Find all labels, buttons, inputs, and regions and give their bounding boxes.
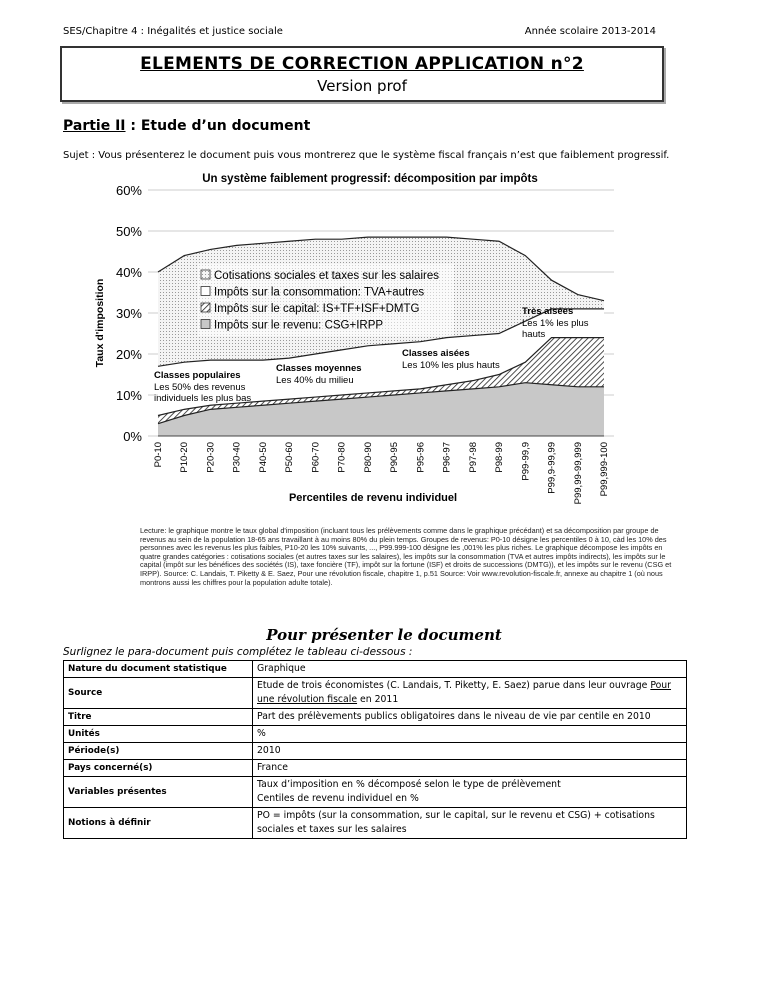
table-row <box>64 760 687 777</box>
y-tick-label: 50% <box>115 224 142 239</box>
x-axis-label: Percentiles de revenu individuel <box>288 492 458 504</box>
y-tick-label: 60% <box>115 183 142 198</box>
y-tick-label: 30% <box>115 306 142 321</box>
x-tick-label: P0-10 <box>153 442 164 468</box>
x-tick-label: P95-96 <box>415 442 427 473</box>
annotation-text: individuels les plus bas <box>154 393 252 404</box>
annotation-text: Les 50% des revenus <box>154 382 246 393</box>
annotation-text: Les 1% les plus <box>522 318 589 329</box>
y-tick-label: 40% <box>115 265 142 280</box>
page-title: ELEMENTS DE CORRECTION APPLICATION n°2 <box>140 54 584 74</box>
legend-swatch <box>201 287 210 296</box>
x-tick-label: P99,999-100 <box>599 442 610 497</box>
table-row <box>64 709 687 726</box>
x-tick-label: P96-97 <box>441 442 453 473</box>
annotation-text: hauts <box>522 329 546 340</box>
row-label: Notions à définir <box>64 808 253 839</box>
annotation-title: Classes moyennes <box>276 363 362 374</box>
row-value: Part des prélèvements publics obligatoires dans le niveau de vie par centile en 2010 <box>253 709 687 726</box>
legend-label: Impôts sur le revenu: CSG+IRPP <box>214 319 384 332</box>
row-value <box>253 678 687 709</box>
section-heading <box>63 118 310 134</box>
row-label: Variables présentes <box>64 777 253 808</box>
document-table <box>63 660 687 839</box>
y-tick-label: 0% <box>123 429 142 444</box>
row-value: 2010 <box>253 743 687 760</box>
section-rest: : Etude d’un document <box>125 118 311 134</box>
chart-notes: Lecture: le graphique montre le taux global d'imposition (incluant tous les prélèvements comme dans le graphique précédant) et sa décomposition par groupe de revenus au sein de la population 18-65 ans travaillant à au moins 80% du plein temps. Groupes de revenus: P0-10 désigne les percentiles 0 à 10, càd les 10% des personnes avec les revenus les plus faibles, P10-20 les 10% suivants, ..., P99.999-100 désigne les ,001% les plus riches. Le graphique décompose les impôts en quatre grandes catégories : cotisations sociales (et autres taxes sur les salaires), les impôts sur la consommation (TVA et autres impôts indirects), les impôts sur le capital (impôt sur les bénéfices des sociétés (IS), taxe foncière (TF), impôt sur la fortune (ISF) et droits de successions (DMTG)), et les impôts sur le revenu (CSG et IRPP). Source: C. Landais, T. Piketty & E. Saez, Pour une révolution fiscale, chapitre 1, p.51 Source: Voir www.revolution-fiscale.fr, annexe au chapitre 1 (où nous montrons aussi les chiffres pour la population adulte totale). <box>140 526 672 587</box>
row-label: Source <box>64 678 253 709</box>
chart-container <box>90 168 650 512</box>
annotation-text: Les 10% les plus hauts <box>402 360 500 371</box>
section-label: Partie II <box>63 118 126 134</box>
table-row <box>64 661 687 678</box>
table-row <box>64 808 687 839</box>
header-left: SES/Chapitre 4 : Inégalités et justice sociale <box>63 26 283 37</box>
legend-label: Impôts sur le capital: IS+TF+ISF+DMTG <box>214 303 420 315</box>
y-tick-label: 10% <box>115 388 142 403</box>
variable-1: Taux d’imposition en % décomposé selon le type de prélèvement <box>257 779 561 790</box>
row-value: PO = impôts (sur la consommation, sur le capital, sur le revenu et CSG) + cotisations sociales et taxes sur les salaires <box>253 808 687 839</box>
x-tick-label: P99,99-99,999 <box>572 442 584 505</box>
table-row <box>64 777 687 808</box>
x-tick-label: P60-70 <box>310 442 322 473</box>
y-tick-label: 20% <box>115 347 142 362</box>
x-tick-label: P50-60 <box>284 442 296 473</box>
row-label: Titre <box>64 709 253 726</box>
header-right: Année scolaire 2013-2014 <box>524 26 656 37</box>
subject-text: Sujet : Vous présenterez le document puis vous montrerez que le système fiscal français n’est que faiblement progressif. <box>63 150 670 161</box>
x-tick-label: P80-90 <box>362 442 374 473</box>
x-tick-label: P20-30 <box>205 442 217 473</box>
row-label: Unités <box>64 726 253 743</box>
present-heading: Pour présenter le document <box>266 626 502 644</box>
table-row <box>64 678 687 709</box>
x-tick-label: P90-95 <box>389 442 401 473</box>
row-value <box>253 777 687 808</box>
book-title: Pour une révolution fiscale <box>257 680 672 705</box>
x-tick-label: P98-99 <box>494 442 506 473</box>
x-tick-label: P40-50 <box>257 442 269 473</box>
annotation-title: Classes aisées <box>402 348 470 359</box>
source-year: en 2011 <box>357 694 399 705</box>
row-value: Graphique <box>253 661 687 678</box>
x-tick-label: P70-80 <box>336 442 348 473</box>
table-row <box>64 726 687 743</box>
legend-label: Cotisations sociales et taxes sur les salaires <box>214 270 439 282</box>
chart-title: Un système faiblement progressif: décomposition par impôts <box>202 173 538 185</box>
legend-label: Impôts sur la consommation: TVA+autres <box>214 286 425 299</box>
x-tick-label: P10-20 <box>179 442 191 473</box>
row-value: % <box>253 726 687 743</box>
x-tick-label: P99-99,9 <box>520 442 532 481</box>
annotation-title: Classes populaires <box>154 370 241 381</box>
legend-swatch <box>201 320 210 329</box>
x-tick-label: P97-98 <box>467 442 479 473</box>
variable-2: Centiles de revenu individuel en % <box>257 793 419 804</box>
page-subtitle: Version prof <box>317 77 407 95</box>
row-label: Pays concerné(s) <box>64 760 253 777</box>
table-row <box>64 743 687 760</box>
row-label: Nature du document statistique <box>64 661 253 678</box>
annotation-title: Très aisées <box>522 306 574 317</box>
instruction-text: Surlignez le para-document puis complétez le tableau ci-dessous : <box>63 646 413 658</box>
annotation-text: Les 40% du milieu <box>276 375 354 386</box>
y-axis-label: Taux d'imposition <box>94 278 106 368</box>
row-value: France <box>253 760 687 777</box>
x-tick-label: P99,9-99,99 <box>546 442 558 494</box>
stacked-area-chart <box>90 168 650 508</box>
title-box <box>60 46 664 102</box>
x-tick-label: P30-40 <box>231 442 243 473</box>
row-label: Période(s) <box>64 743 253 760</box>
legend-swatch <box>201 303 210 312</box>
source-text: Etude de trois économistes (C. Landais, T. Piketty, E. Saez) parue dans leur ouvrage <box>257 680 651 691</box>
legend-swatch <box>201 270 210 279</box>
